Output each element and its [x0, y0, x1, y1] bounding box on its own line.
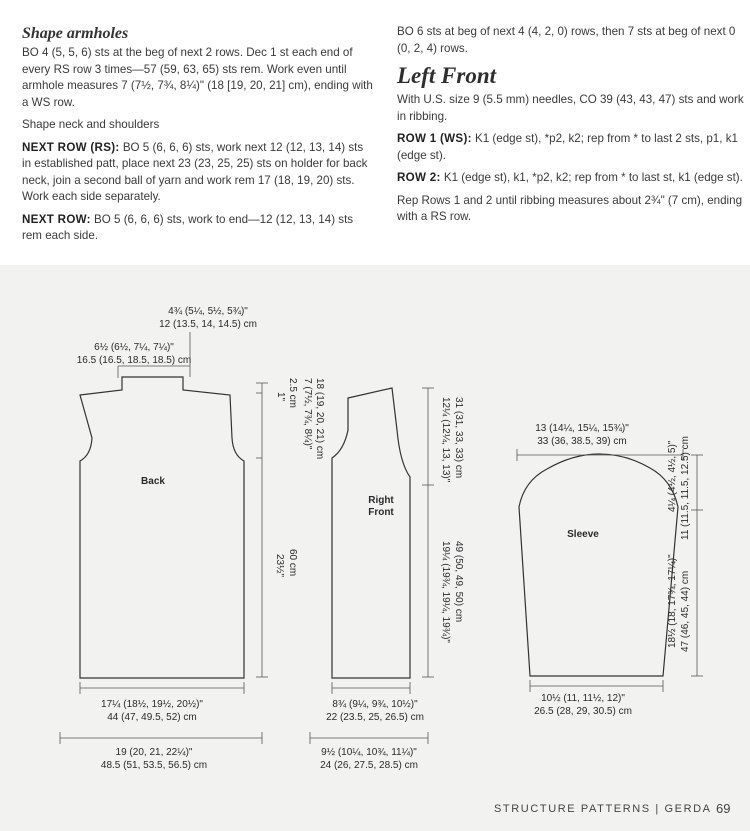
next-row-rs-label: NEXT ROW (RS):	[22, 140, 120, 154]
front-upper-cm: 31 (31, 33, 33) cm	[453, 397, 464, 479]
bind-off-paragraph: BO 6 sts at beg of next 4 (4, 2, 0) rows, then 7 sts at beg of next 0 (0, 2, 4) rows.	[397, 25, 736, 55]
next-row-rs-text: BO 5 (6, 6, 6) sts, work next 12 (12, 13, 14) sts in established patt, place next 23 (23, 25, 25) sts on holder for back neck, join a second ball of yarn and work rem 17 (18, 19, 20) sts. Work each side separately.	[22, 140, 368, 203]
back-hem-in: 19 (20, 21, 22¼)"	[115, 747, 193, 758]
back-width-cm: 44 (47, 49.5, 52) cm	[107, 712, 197, 723]
back-outline	[80, 377, 244, 678]
footer-text: STRUCTURE PATTERNS | GERDA	[494, 803, 712, 815]
right-front-outline	[332, 388, 410, 678]
back-slope-cm: 2.5 cm	[287, 378, 298, 409]
sleeve-cuff-cm: 26.5 (28, 29, 30.5) cm	[534, 706, 632, 717]
back-neck-in: 4¾ (5¼, 5½, 5¾)"	[168, 306, 248, 317]
back-armhole-in: 7 (7½, 7¾, 8¼)"	[302, 378, 313, 450]
neck-shoulders-subheading: Shape neck and shoulders	[22, 118, 160, 131]
back-length-cm: 60 cm	[287, 549, 298, 577]
sleeve-length-cm: 47 (46, 45, 44) cm	[680, 570, 691, 652]
back-shoulder-in: 6½ (6½, 7¼, 7¼)"	[94, 342, 174, 353]
front-label-line1: Right	[368, 495, 394, 506]
front-width-cm: 22 (23.5, 25, 26.5) cm	[326, 712, 424, 723]
sleeve-cuff-in: 10½ (11, 11½, 12)"	[541, 693, 625, 704]
back-slope-in: 1"	[275, 392, 286, 402]
back-length-in: 23½"	[274, 554, 285, 578]
sleeve-cap-in: 4¼ (4½, 4½, 5)"	[667, 440, 678, 512]
sleeve-length-in: 18½ (18, 17¾, 17¼)"	[667, 554, 678, 648]
sleeve-cap-cm: 11 (11.5, 11.5, 12.5) cm	[680, 436, 691, 540]
page-number: 69	[716, 801, 731, 816]
sleeve-top-in: 13 (14¼, 15¼, 15¾)"	[535, 423, 629, 434]
front-hem-cm: 24 (26, 27.5, 28.5) cm	[320, 760, 418, 771]
front-width-in: 8¾ (9¼, 9¾, 10½)"	[332, 699, 418, 710]
sleeve-top-cm: 33 (36, 38.5, 39) cm	[537, 436, 627, 447]
row2-text: K1 (edge st), k1, *p2, k2; rep from * to last st, k1 (edge st).	[440, 171, 743, 184]
repeat-paragraph: Rep Rows 1 and 2 until ribbing measures about 2¾" (7 cm), ending with a RS row.	[397, 193, 743, 223]
back-hem-cm: 48.5 (51, 53.5, 56.5) cm	[100, 760, 208, 771]
back-width-in: 17¼ (18½, 19½, 20½)"	[101, 699, 203, 710]
left-front-heading: Left Front	[397, 63, 497, 88]
row1-label: ROW 1 (WS):	[397, 132, 472, 145]
row1-text: K1 (edge st), *p2, k2; rep from * to last 2 sts, p1, k1 (edge st).	[397, 132, 738, 162]
next-row-label: NEXT ROW:	[22, 212, 91, 226]
shape-armholes-heading: Shape armholes	[22, 25, 129, 42]
front-hem-in: 9½ (10¼, 10¾, 11¼)"	[321, 747, 417, 758]
front-lower-in: 19¼ (19¾, 19¼, 19¾)"	[440, 541, 451, 643]
front-label-line2: Front	[368, 507, 394, 518]
row2-label: ROW 2:	[397, 171, 441, 184]
back-label: Back	[141, 476, 165, 487]
back-neck-cm: 12 (13.5, 14, 14.5) cm	[159, 319, 257, 330]
cast-on-paragraph: With U.S. size 9 (5.5 mm) needles, CO 39 (43, 43, 47) sts and work in ribbing.	[397, 93, 744, 123]
next-row-text: BO 5 (6, 6, 6) sts, work to end—12 (12, 13, 14) sts rem each side.	[22, 212, 354, 242]
front-lower-cm: 49 (50, 49, 50) cm	[453, 541, 464, 623]
back-armhole-cm: 18 (19, 20, 21) cm	[314, 378, 325, 460]
sleeve-outline	[519, 454, 678, 676]
armholes-paragraph: BO 4 (5, 5, 6) sts at the beg of next 2 rows. Dec 1 st each end of every RS row 3 times—57 (59, 63, 65) sts rem. Work even until armhole measures 7 (7½, 7¾, 8¼)" (18 [19, 20, 21] cm), ending with a WS row.	[22, 46, 373, 109]
sleeve-label: Sleeve	[567, 529, 599, 540]
back-shoulder-cm: 16.5 (16.5, 18.5, 18.5) cm	[76, 355, 192, 366]
front-upper-in: 12¼ (12¼, 13, 13)"	[440, 397, 451, 483]
